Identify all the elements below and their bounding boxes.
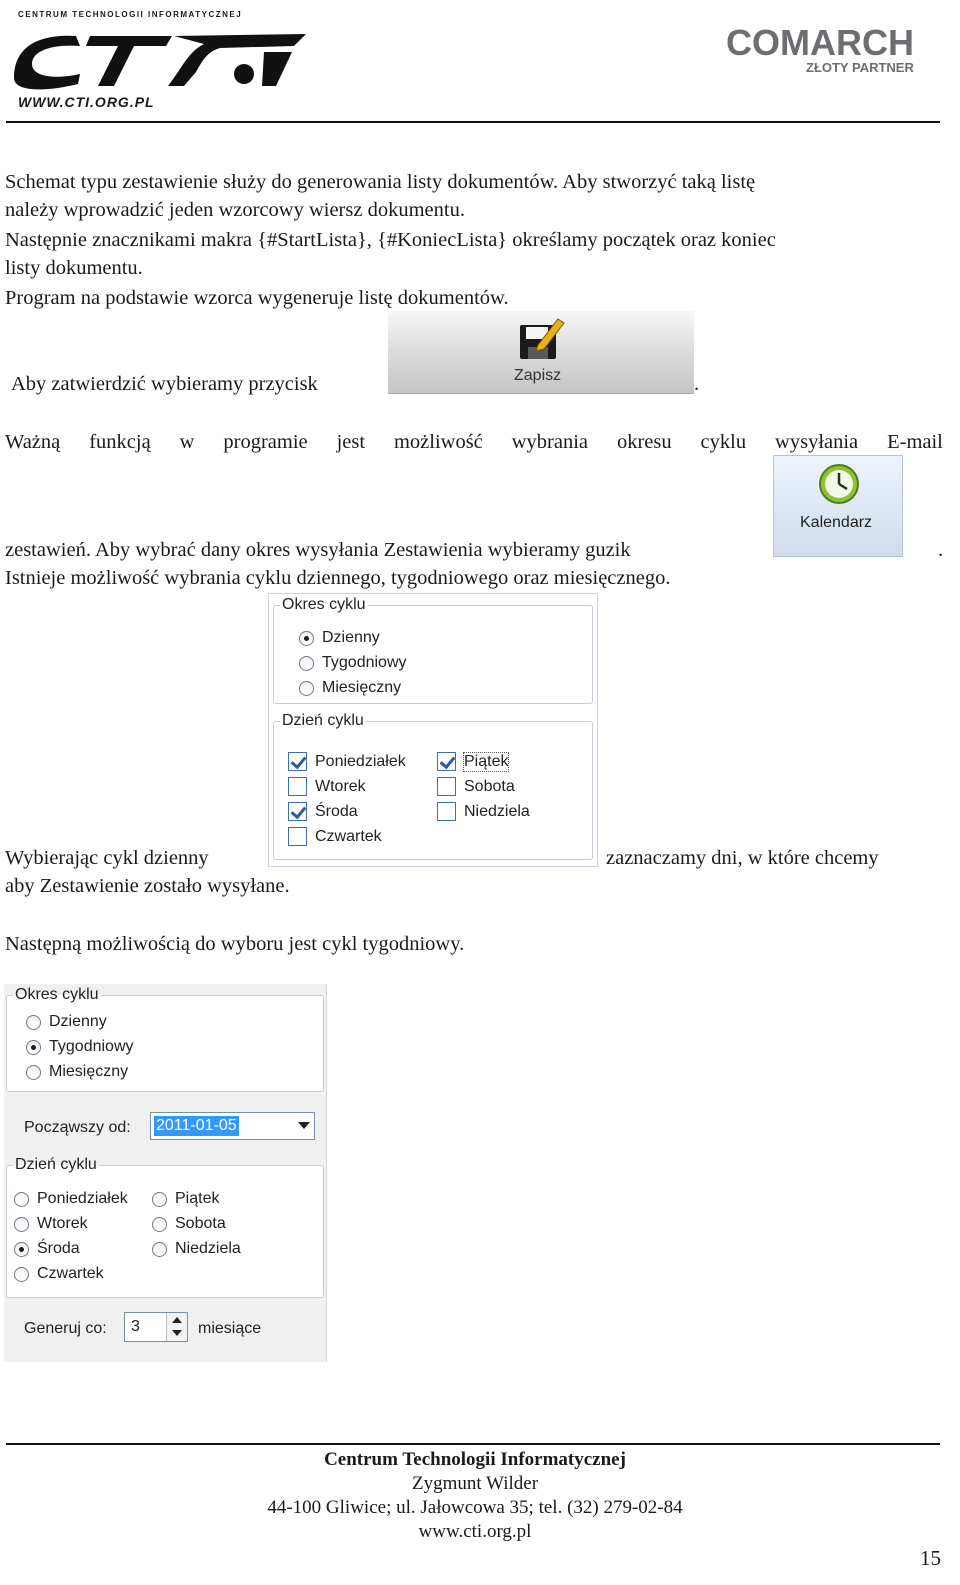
checkbox-label: Sobota: [464, 777, 515, 795]
radio-circle[interactable]: [26, 1015, 41, 1030]
word: okresu: [616, 431, 672, 453]
radio-wtorek[interactable]: [14, 1215, 88, 1233]
radio-circle[interactable]: [14, 1192, 29, 1207]
word: wybrania: [511, 431, 589, 453]
radio-circle[interactable]: [152, 1217, 167, 1232]
paragraph-2-line-2: listy dokumentu.: [5, 257, 143, 279]
okres-cyklu-legend: Okres cyklu: [282, 596, 366, 613]
radio-label: Środa: [37, 1240, 80, 1257]
radio-label: Tygodniowy: [322, 654, 407, 671]
floppy-pencil-icon: [516, 315, 566, 363]
radio-sroda[interactable]: [14, 1240, 80, 1258]
checkbox-label: Czwartek: [315, 827, 382, 845]
word: E-mail: [887, 431, 943, 453]
paragraph-8: Następną możliwością do wyboru jest cykl tygodniowy.: [5, 933, 465, 955]
footer-org: Centrum Technologii Informatycznej: [324, 1449, 626, 1470]
radio-label: Dzienny: [322, 629, 380, 646]
radio-label: Miesięczny: [322, 679, 402, 696]
checkbox-label: Poniedziałek: [315, 752, 406, 770]
start-date-picker[interactable]: [150, 1112, 315, 1140]
radio-label: Tygodniowy: [49, 1038, 134, 1055]
cti-logo: [6, 8, 306, 112]
word: możliwość: [393, 431, 483, 453]
comarch-logo: [726, 22, 926, 82]
radio-circle[interactable]: [299, 631, 314, 646]
radio-tygodniowy[interactable]: [26, 1038, 134, 1056]
generate-every-stepper[interactable]: [124, 1312, 188, 1342]
word: wysyłania: [775, 431, 859, 453]
paragraph-4-text: Aby zatwierdzić wybieramy przycisk: [11, 373, 318, 395]
dzien-cyklu-legend: Dzień cyklu: [15, 1156, 97, 1173]
word: w: [179, 431, 195, 453]
radio-circle[interactable]: [26, 1040, 41, 1055]
checkbox-wtorek[interactable]: [288, 777, 366, 796]
okres-cyklu-legend: Okres cyklu: [15, 986, 99, 1003]
kalendarz-label: Kalendarz: [800, 514, 873, 531]
radio-label: Piątek: [175, 1190, 220, 1207]
radio-circle[interactable]: [152, 1242, 167, 1257]
checkbox-label: Niedziela: [464, 802, 530, 820]
checkbox-sroda[interactable]: [288, 802, 358, 821]
radio-dzienny[interactable]: [26, 1013, 107, 1031]
word: funkcją: [89, 431, 151, 453]
radio-niedziela[interactable]: [152, 1240, 241, 1258]
footer-rule: [6, 1443, 940, 1445]
cti-logo-top-text: CENTRUM TECHNOLOGII INFORMATYCZNEJ: [18, 10, 243, 19]
paragraph-1-line-2: należy wprowadzić jeden wzorcowy wiersz dokumentu.: [5, 199, 465, 221]
radio-circle[interactable]: [299, 656, 314, 671]
radio-tygodniowy[interactable]: [299, 654, 407, 672]
chevron-down-icon[interactable]: [298, 1122, 310, 1129]
paragraph-1-line-1: Schemat typu zestawienie służy do generowania listy dokumentów. Aby stworzyć taką listę: [5, 171, 756, 193]
radio-miesieczny[interactable]: [26, 1063, 128, 1081]
radio-circle[interactable]: [14, 1217, 29, 1232]
checkbox-box[interactable]: [288, 752, 307, 771]
radio-circle[interactable]: [14, 1267, 29, 1282]
checkbox-label: Wtorek: [315, 777, 366, 795]
checkbox-box[interactable]: [437, 752, 456, 771]
radio-czwartek[interactable]: [14, 1265, 104, 1283]
chevron-down-icon[interactable]: [172, 1330, 182, 1336]
radio-circle[interactable]: [26, 1065, 41, 1080]
checkbox-czwartek[interactable]: [288, 827, 382, 846]
dzien-cyklu-legend: Dzień cyklu: [282, 712, 364, 729]
radio-piatek[interactable]: [152, 1190, 219, 1208]
radio-circle[interactable]: [152, 1192, 167, 1207]
start-date-value[interactable]: 2011-01-05: [156, 1117, 237, 1134]
start-date-label: Począwszy od:: [24, 1119, 131, 1136]
paragraph-7-right: zaznaczamy dni, w które chcemy: [606, 847, 879, 869]
checkbox-box[interactable]: [437, 777, 456, 796]
zapisz-button-image: [388, 311, 694, 394]
paragraph-4-period: .: [694, 373, 700, 395]
radio-label: Miesięczny: [49, 1063, 129, 1080]
checkbox-poniedzialek[interactable]: [288, 752, 406, 771]
checkbox-box[interactable]: [288, 802, 307, 821]
checkbox-label: Środa: [315, 802, 358, 820]
checkbox-label: Piątek: [464, 752, 509, 770]
paragraph-3: Program na podstawie wzorca wygeneruje listę dokumentów.: [5, 287, 509, 309]
word: cyklu: [700, 431, 747, 453]
radio-label: Niedziela: [175, 1240, 241, 1257]
radio-label: Czwartek: [37, 1265, 104, 1282]
radio-label: Wtorek: [37, 1215, 88, 1232]
word: jest: [336, 431, 366, 453]
footer-url: www.cti.org.pl: [418, 1521, 532, 1542]
radio-label: Sobota: [175, 1215, 226, 1232]
clock-icon: [817, 462, 861, 506]
word: Ważną: [5, 431, 61, 453]
word: programie: [223, 431, 308, 453]
checkbox-piatek[interactable]: [437, 752, 508, 771]
radio-circle[interactable]: [299, 681, 314, 696]
cti-url: WWW.CTI.ORG.PL: [18, 94, 155, 110]
weekly-cycle-panel: [4, 984, 327, 1362]
checkbox-box[interactable]: [288, 827, 307, 846]
radio-dzienny[interactable]: [299, 629, 380, 647]
generate-every-value[interactable]: 3: [131, 1318, 140, 1335]
checkbox-niedziela[interactable]: [437, 802, 530, 821]
stepper-buttons[interactable]: [166, 1313, 187, 1341]
radio-circle[interactable]: [14, 1242, 29, 1257]
generate-unit-label: miesiące: [198, 1320, 262, 1337]
checkbox-sobota[interactable]: [437, 777, 515, 796]
comarch-partner: ZŁOTY PARTNER: [806, 60, 914, 75]
paragraph-7-line-2: aby Zestawienie zostało wysyłane.: [5, 875, 290, 897]
chevron-up-icon[interactable]: [172, 1317, 182, 1323]
paragraph-2-line-1: Następnie znacznikami makra {#StartLista}, {#KoniecLista} określamy początek oraz koniec: [5, 229, 776, 251]
paragraph-5-line-1: [5, 429, 943, 456]
page-number: 15: [920, 1546, 941, 1570]
checkbox-box[interactable]: [288, 777, 307, 796]
header-rule: [6, 121, 940, 123]
paragraph-5-period: .: [938, 539, 944, 561]
footer-address: 44-100 Gliwice; ul. Jałowcowa 35; tel. (32) 279-02-84: [267, 1497, 683, 1518]
checkbox-box[interactable]: [437, 802, 456, 821]
radio-label: Poniedziałek: [37, 1190, 128, 1207]
paragraph-5-line-2: zestawień. Aby wybrać dany okres wysyłania Zestawienia wybieramy guzik: [5, 539, 631, 561]
cti-logo-graphic: [6, 22, 306, 96]
generate-every-label: Generuj co:: [24, 1320, 107, 1337]
radio-miesieczny[interactable]: [299, 679, 401, 697]
daily-cycle-panel: [268, 593, 598, 867]
comarch-name: COMARCH: [726, 22, 914, 63]
zapisz-label: Zapisz: [514, 367, 562, 384]
radio-label: Dzienny: [49, 1013, 107, 1030]
paragraph-6: Istnieje możliwość wybrania cyklu dziennego, tygodniowego oraz miesięcznego.: [5, 567, 671, 589]
footer-person: Zygmunt Wilder: [411, 1473, 539, 1494]
paragraph-7-left: Wybierając cykl dzienny: [5, 847, 209, 869]
kalendarz-button-image: [773, 455, 903, 557]
radio-poniedzialek[interactable]: [14, 1190, 128, 1208]
radio-sobota[interactable]: [152, 1215, 226, 1233]
